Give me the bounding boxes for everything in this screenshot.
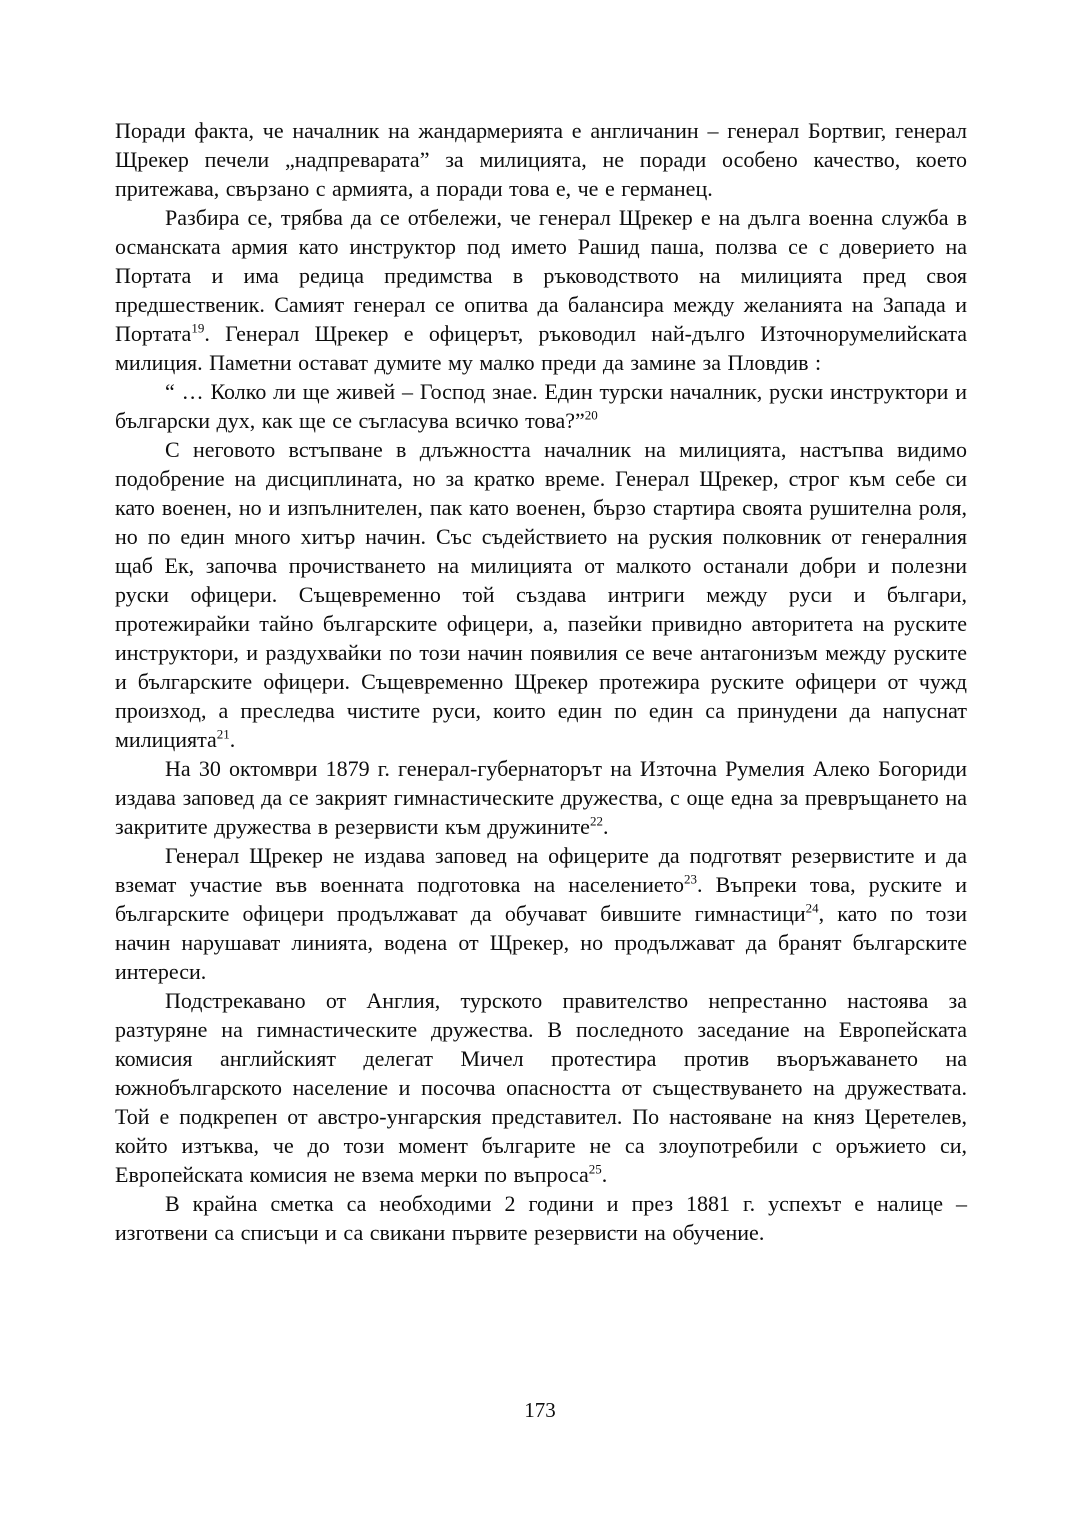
footnote-ref: 21: [216, 726, 230, 742]
paragraph: [115, 1189, 967, 1247]
text-run: В крайна сметка са необходими 2 години и през 1881 г. успехът е налице – изготвени са списъци и са свикани първите резервисти на обучение.: [115, 1191, 967, 1245]
text-run: .: [601, 1162, 608, 1187]
footnote-ref: 22: [589, 813, 603, 829]
footnote-ref: 23: [684, 871, 698, 887]
paragraph-quote: [115, 377, 967, 435]
paragraph: [115, 754, 967, 841]
paragraph: [115, 116, 967, 203]
text-run: . Въпреки това, руските и българските офицери продължават да обучават бившите гимнастици: [115, 872, 967, 926]
text-run: Генерал Щрекер не издава заповед на офицерите да подготвят резервистите и да вземат участие във военната подготовка на населението: [115, 843, 967, 897]
paragraph: [115, 435, 967, 754]
text-run: , като по този начин нарушават линията, водена от Щрекер, но продължават да бранят българските интереси.: [115, 901, 967, 984]
text-run: .: [229, 727, 236, 752]
text-run: Поради факта, че началник на жандармерията е англичанин – генерал Бортвиг, генерал Щрекер печели „надпреварата” за милицията, не поради особено качество, което притежава, свързано с армията, а поради това е, че е германец.: [115, 118, 967, 201]
paragraph: [115, 841, 967, 986]
footnote-ref: 20: [584, 407, 598, 423]
paragraph: [115, 203, 967, 377]
text-run: Подстрекавано от Англия, турското правителство непрестанно настоява за разтуряне на гимнастическите дружества. В последното заседание на Европейската комисия английският делегат Мичел протестира против въоръжаването на южнобългарското население и посочва опасността от съществуването на дружествата. Той е подкрепен от австро-унгарския представител. По настояване на княз Церетелев, който изтъква, че до този момент българите не са злоупотребили с оръжието си, Европейската комисия не взема мерки по въпроса: [115, 988, 967, 1187]
text-run: “ … Колко ли ще живей – Господ знае. Един турски началник, руски инструктори и български дух, как ще се съгласува всичко това?”: [115, 379, 967, 433]
page-number: 173: [524, 1398, 556, 1422]
text-run: Разбира се, трябва да се отбележи, че генерал Щрекер е на дълга военна служба в османската армия като инструктор под името Рашид паша, ползва се с доверието на Портата и има редица предимства в ръководството на милицията пред своя предшественик. Самият генерал се опитва да балансира между желанията на Запада и Портата: [115, 205, 967, 346]
text-run: С неговото встъпване в длъжността началник на милицията, настъпва видимо подобрение на дисциплината, но за кратко време. Генерал Щрекер, строг към себе си като военен, но и изпълнителен, пак като военен, бързо стартира своята рушителна роля, но по един много хитър начин. Със съдействието на руския полковник от генералния щаб Ек, започва прочистването на милицията от малкото останали добри и полезни руски офицери. Същевременно той създава интриги между руси и българи, протежирайки тайно българските офицери, а, пазейки привидно авторитета на руските инструктори, и раздухвайки по този начин появилия се вече антагонизъм между руските и българските офицери. Същевременно Щрекер протежира руските офицери от чужд произход, а преследва чистите руси, които един по един са принудени да напуснат милицията: [115, 437, 967, 752]
footnote-ref: 25: [588, 1161, 602, 1177]
footnote-ref: 24: [805, 900, 819, 916]
text-run: .: [602, 814, 609, 839]
text-run: На 30 октомври 1879 г. генерал-губернаторът на Източна Румелия Алеко Богориди издава заповед да се закрият гимнастическите дружества, с още една за превръщането на закритите дружества в резервисти към дружините: [115, 756, 967, 839]
body-text: [115, 116, 967, 1247]
text-run: . Генерал Щрекер е офицерът, ръководил най-дълго Източнорумелийската милиция. Паметни остават думите му малко преди да замине за Пловдив :: [115, 321, 967, 375]
footnote-ref: 19: [191, 320, 205, 336]
paragraph: [115, 986, 967, 1189]
